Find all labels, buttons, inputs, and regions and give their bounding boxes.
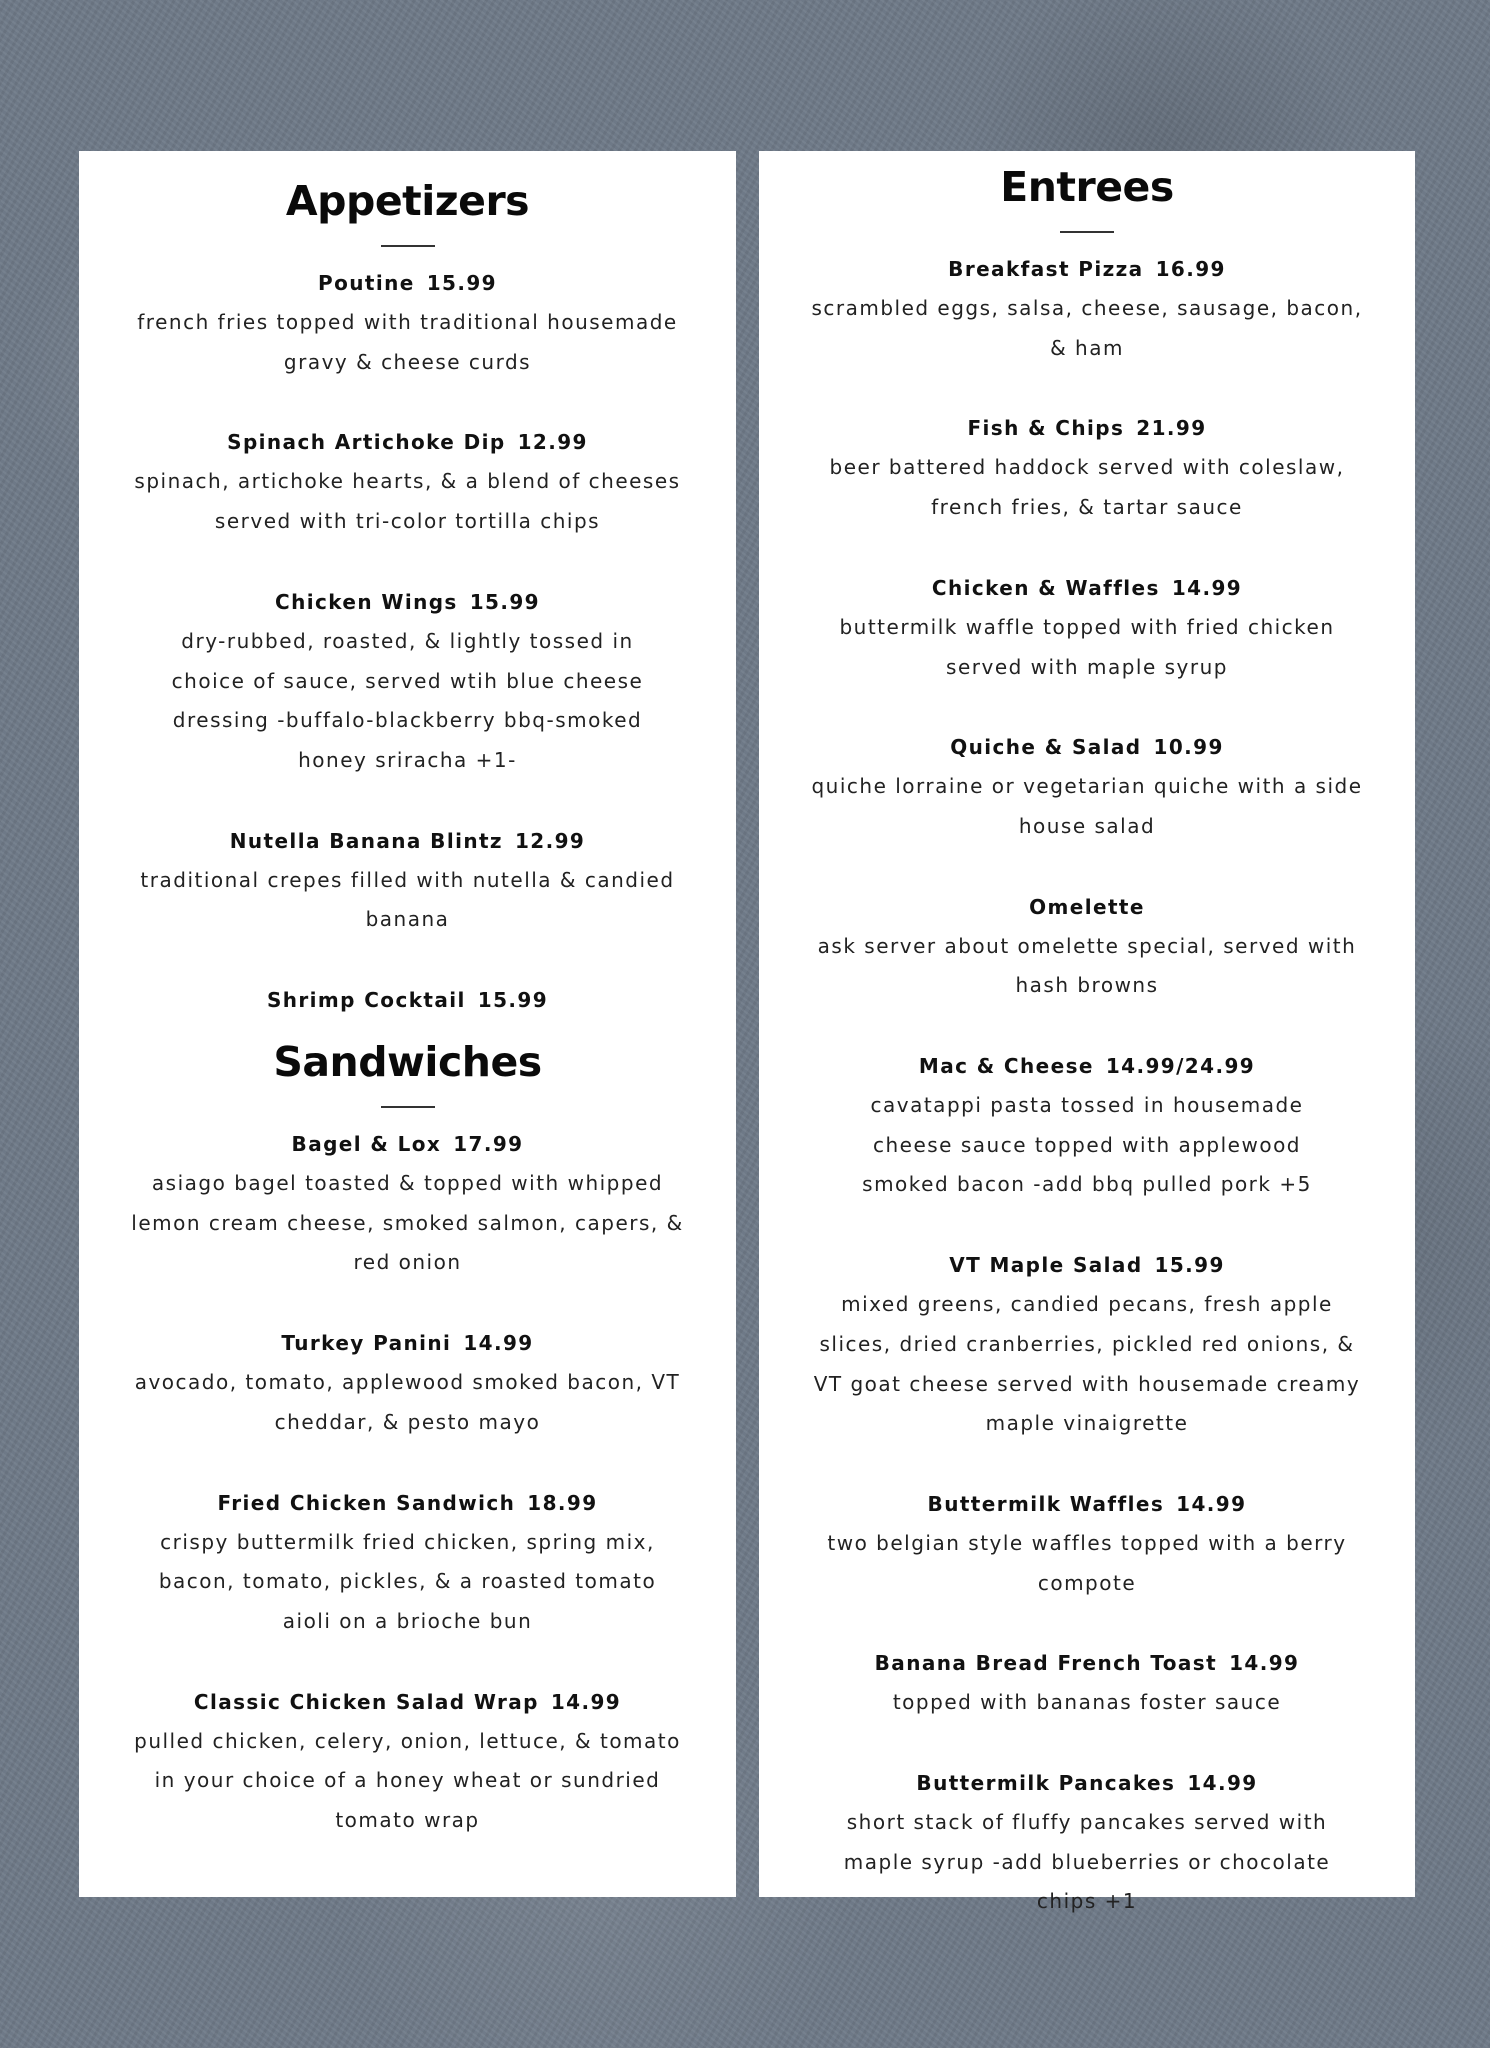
- item-name: Shrimp Cocktail: [266, 988, 466, 1013]
- item-description: cavatappi pasta tossed in housemade cheese sauce topped with applewood smoked bacon -add bbq pulled pork +5: [862, 1093, 1312, 1197]
- item-description: dry-rubbed, roasted, & lightly tossed in choice of sauce, served wtih blue cheese dressing -buffalo-blackberry bbq-smoked honey sriracha +1-: [171, 628, 644, 772]
- item-description: pulled chicken, celery, onion, lettuce, & tomato in your choice of a honey wheat or sundried tomato wrap: [134, 1728, 681, 1833]
- item-price: 15.99: [477, 988, 549, 1013]
- item-price: 16.99: [1155, 257, 1226, 281]
- item-name: Chicken Wings: [275, 589, 458, 614]
- menu-item: [759, 1643, 1415, 1723]
- item-description: mixed greens, candied pecans, fresh apple slices, dried cranberries, pickled red onions, & VT goat cheese served with housemade creamy maple vinaigrette: [813, 1292, 1361, 1436]
- menu-item: [79, 1124, 736, 1283]
- item-description: buttermilk waffle topped with fried chicken served with maple syrup: [839, 614, 1335, 679]
- item-name: Bagel & Lox: [291, 1132, 442, 1157]
- title-divider: [1060, 231, 1114, 233]
- menu-item: [759, 408, 1415, 527]
- item-price: 18.99: [527, 1490, 598, 1515]
- item-description: traditional crepes filled with nutella & candied banana: [140, 867, 675, 932]
- menu-item: [759, 1484, 1415, 1603]
- item-name: Fried Chicken Sandwich: [217, 1490, 516, 1515]
- menu-item: [759, 1046, 1415, 1205]
- item-name: Poutine: [318, 271, 415, 295]
- item-name: Buttermilk Pancakes: [916, 1771, 1176, 1796]
- item-price: 14.99: [1187, 1771, 1258, 1796]
- item-name: Nutella Banana Blintz: [229, 828, 503, 853]
- item-price: 15.99: [469, 589, 540, 614]
- item-description: two belgian style waffles topped with a berry compote: [827, 1530, 1347, 1595]
- menu-item: [79, 422, 736, 541]
- menu-item: [759, 249, 1415, 368]
- item-price: 10.99: [1153, 735, 1224, 760]
- item-price: 14.99/24.99: [1105, 1054, 1256, 1079]
- item-price: 14.99: [1171, 575, 1243, 600]
- item-name: Classic Chicken Salad Wrap: [193, 1689, 539, 1714]
- menu-item: [759, 727, 1415, 846]
- item-description: crispy buttermilk fried chicken, spring mix, bacon, tomato, pickles, & a roasted tomato aioli on a brioche bun: [158, 1529, 657, 1633]
- menu-panel-left: [79, 151, 736, 1897]
- item-description: short stack of fluffy pancakes served with maple syrup -add blueberries or chocolate chips +1: [843, 1810, 1331, 1914]
- section-title-sandwiches: Sandwiches: [273, 1038, 542, 1087]
- item-description: spinach, artichoke hearts, & a blend of cheeses served with tri-color tortilla chips: [134, 469, 681, 534]
- menu-item: [79, 821, 736, 940]
- item-price: 12.99: [517, 430, 588, 455]
- item-name: Banana Bread French Toast: [874, 1651, 1218, 1676]
- item-description: avocado, tomato, applewood smoked bacon, VT cheddar, & pesto mayo: [134, 1370, 681, 1434]
- item-price: 14.99: [1176, 1491, 1247, 1516]
- item-name: Spinach Artichoke Dip: [227, 430, 506, 455]
- section-title-entrees: Entrees: [1000, 163, 1174, 211]
- item-price: 17.99: [453, 1132, 524, 1157]
- menu-item: [759, 568, 1415, 687]
- item-description: asiago bagel toasted & topped with whipped lemon cream cheese, smoked salmon, capers, & red onion: [131, 1171, 684, 1275]
- item-name: Breakfast Pizza: [948, 257, 1144, 281]
- item-name: Fish & Chips: [967, 416, 1125, 441]
- item-name: Turkey Panini: [281, 1331, 452, 1356]
- item-description: topped with bananas foster sauce: [892, 1690, 1282, 1715]
- item-price: 14.99: [463, 1331, 534, 1356]
- menu-panel-right: [759, 151, 1415, 1914]
- menu-item: [79, 263, 736, 382]
- menu-item: [79, 1682, 736, 1841]
- item-name: Chicken & Waffles: [931, 575, 1160, 600]
- item-description: ask server about omelette special, served with hash browns: [817, 933, 1357, 998]
- item-price: 14.99: [550, 1689, 622, 1714]
- section-title-appetizers: Appetizers: [285, 177, 530, 225]
- item-description: french fries topped with traditional housemade gravy & cheese curds: [137, 310, 678, 374]
- item-price: 14.99: [1229, 1651, 1300, 1676]
- item-description: quiche lorraine or vegetarian quiche with a side house salad: [811, 774, 1363, 838]
- item-name: Mac & Cheese: [918, 1054, 1094, 1079]
- menu-item: [79, 582, 736, 781]
- menu-item: [759, 1245, 1415, 1444]
- menu-item: [759, 1763, 1415, 1922]
- item-name: Quiche & Salad: [950, 735, 1142, 760]
- item-price: 15.99: [1154, 1253, 1225, 1278]
- item-price: 21.99: [1136, 416, 1207, 441]
- menu-item: [79, 1483, 736, 1642]
- menu-item: [79, 980, 736, 1020]
- item-description: scrambled eggs, salsa, cheese, sausage, bacon, & ham: [811, 296, 1363, 360]
- item-price: 12.99: [514, 828, 586, 853]
- item-description: beer battered haddock served with coleslaw, french fries, & tartar sauce: [829, 455, 1345, 520]
- item-name: Omelette: [1029, 894, 1145, 919]
- item-name: Buttermilk Waffles: [927, 1491, 1165, 1516]
- title-divider: [381, 245, 435, 247]
- menu-item: [759, 887, 1415, 1006]
- item-price: 15.99: [426, 271, 497, 295]
- item-name: VT Maple Salad: [949, 1253, 1143, 1278]
- menu-item: [79, 1323, 736, 1442]
- title-divider: [381, 1106, 435, 1108]
